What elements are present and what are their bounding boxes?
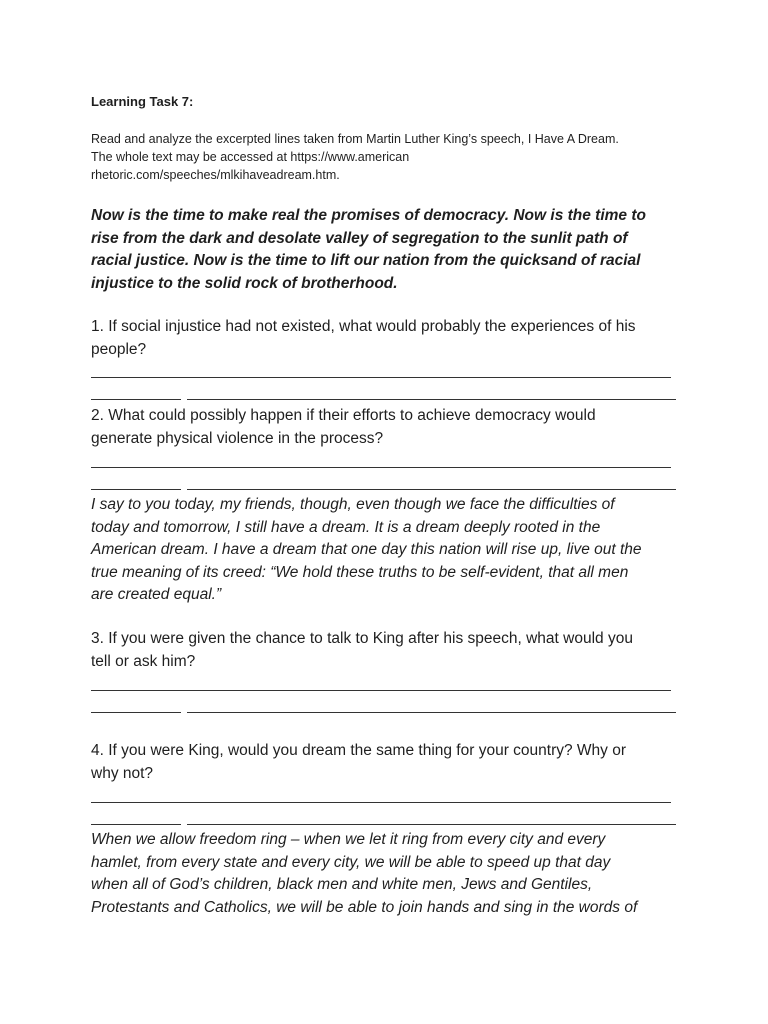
instructions-line: Read and analyze the excerpted lines taken from Martin Luther King’s speech, I Have A Dream. [91, 132, 619, 146]
instructions-line: rhetoric.com/speeches/mlkihaveadream.htm. [91, 168, 340, 182]
excerpt-line: Protestants and Catholics, we will be able to join hands and sing in the words of [91, 898, 638, 916]
answer-line[interactable] [187, 489, 676, 490]
excerpt-line: American dream. I have a dream that one day this nation will rise up, live out the [91, 541, 642, 558]
excerpt-line: Now is the time to make real the promises of democracy. Now is the time to [91, 207, 646, 224]
speech-excerpt-3 [91, 829, 691, 919]
excerpt-line: today and tomorrow, I still have a dream. It is a dream deeply rooted in the [91, 518, 601, 536]
excerpt-line: injustice to the solid rock of brotherhood. [91, 274, 398, 292]
answer-line[interactable] [187, 712, 676, 713]
question-line: tell or ask him? [91, 652, 196, 670]
excerpt-line: racial justice. Now is the time to lift our nation from the quicksand of racial [91, 252, 641, 269]
task-title: Learning Task 7: [91, 94, 194, 109]
question-3 [91, 628, 691, 673]
answer-line[interactable] [91, 377, 671, 378]
question-line: why not? [91, 764, 154, 782]
answer-line[interactable] [187, 399, 676, 400]
question-line: people? [91, 340, 147, 358]
excerpt-line: rise from the dark and desolate valley of segregation to the sunlit path of [91, 229, 628, 247]
excerpt-line: hamlet, from every state and every city, we will be able to speed up that day [91, 853, 611, 871]
answer-line[interactable] [91, 467, 671, 468]
question-line: 2. What could possibly happen if their efforts to achieve democracy would [91, 407, 596, 424]
question-line: 3. If you were given the chance to talk to King after his speech, what would you [91, 630, 633, 647]
speech-excerpt-2 [91, 494, 691, 607]
answer-line[interactable] [91, 690, 671, 691]
answer-line[interactable] [91, 489, 181, 490]
instructions-paragraph [91, 130, 691, 184]
answer-line[interactable] [91, 712, 181, 713]
question-line: generate physical violence in the process? [91, 429, 384, 447]
question-4 [91, 740, 691, 785]
instructions-line: The whole text may be accessed at https://www.american [91, 150, 410, 164]
question-line: 4. If you were King, would you dream the same thing for your country? Why or [91, 742, 627, 759]
excerpt-line: When we allow freedom ring – when we let it ring from every city and every [91, 831, 606, 848]
answer-line[interactable] [187, 824, 676, 825]
question-line: 1. If social injustice had not existed, what would probably the experiences of his [91, 318, 636, 335]
excerpt-line: are created equal.” [91, 586, 222, 603]
question-1 [91, 316, 691, 361]
speech-excerpt-1 [91, 205, 691, 295]
answer-line[interactable] [91, 824, 181, 825]
question-2 [91, 405, 691, 450]
excerpt-line: I say to you today, my friends, though, even though we face the difficulties of [91, 496, 615, 513]
excerpt-line: true meaning of its creed: “We hold these truths to be self-evident, that all men [91, 563, 629, 581]
answer-line[interactable] [91, 399, 181, 400]
answer-line[interactable] [91, 802, 671, 803]
excerpt-line: when all of God’s children, black men and white men, Jews and Gentiles, [91, 876, 593, 893]
